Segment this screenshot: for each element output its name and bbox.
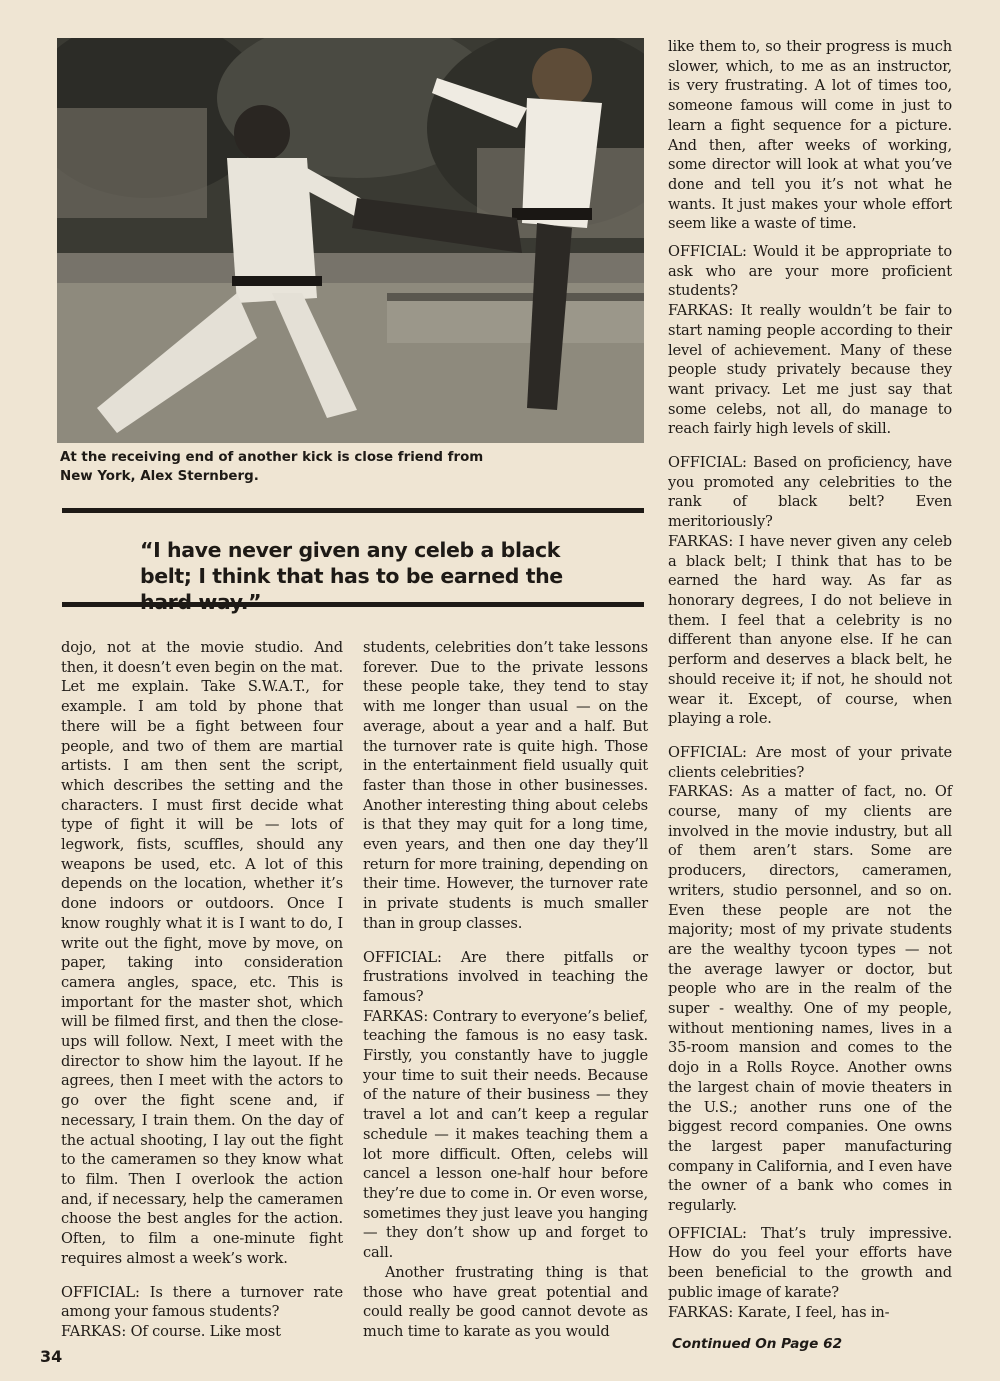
- paragraph: FARKAS: Of course. Like most: [61, 1322, 281, 1340]
- paragraph: dojo, not at the movie studio. And then, it doesn’t even begin on the mat. Let me explain. Take S.W.A.T., for example. I am told by phone that there will be a fight between four people, and two of them are martial artists. I am then sent the script, which describes the setting and the characters. I must first decide what type of fight it will be — lots of legwork, fists, scuffles, should any weapons be used, etc. A lot of this depends on the location, whether it’s done indoors or outdoors. Once I know roughly what it is I want to do, I write out the fight, move by move, on paper, taking into consideration camera angles, space, etc. This is important for the master shot, which will be filmed first, and then the close-ups will follow. Next, I meet with the director to show him the layout. If he agrees, then I meet with the actors to go over the fight scene and, if necessary, I train them. On the day of the actual shooting, I lay out the fight to the cameramen so they know what to film. Then I overlook the action and, if necessary, help the cameramen choose the best angles for the action. Often, to film a one-minute fight requires almost a week’s work.: [61, 639, 343, 1267]
- pull-quote-top-rule: [62, 508, 644, 513]
- paragraph: FARKAS: I have never given any celeb a black belt; I think that has to be earned the hard way. As far as honorary degrees, I do not believe in them. I feel that a celebrity is no different than anyone else. If he can perform and deserves a black belt, he should receive it; if not, he should not wear it. Except, of course, when playing a role.: [668, 532, 952, 728]
- text-column-1: [61, 638, 343, 1342]
- paragraph: OFFICIAL: Are most of your private clients celebrities?: [668, 743, 952, 781]
- photo-illustration: [57, 38, 644, 443]
- text-column-2: [363, 638, 648, 1342]
- paragraph: FARKAS: As a matter of fact, no. Of course, many of my clients are involved in the movie industry, but all of them aren’t stars. Some are producers, directors, cameramen, writers, studio personnel, and so on. Even these people are not the majority; most of my private students are the wealthy tycoon types — not the average lawyer or doctor, but people who are in the realm of the super - wealthy. One of my people, without mentioning names, lives in a 35-room mansion and comes to the dojo in a Rolls Royce. Another owns the largest chain of movie theaters in the U.S.; another runs one of the biggest record companies. One owns the largest paper manufacturing company in California, and I even have the owner of a bank who comes in regularly.: [668, 783, 952, 1215]
- paragraph: students, celebrities don’t take lessons forever. Due to the private lessons these people take, they tend to stay with me longer than usual — on the average, about a year and a half. But the turnover rate is quite high. Those in the entertainment field usually quit faster than those in other businesses. Another interesting thing about celebs is that they may quit for a long time, even years, and then one day they’ll return for more training, depending on their time. However, the turnover rate in private students is much smaller than in group classes.: [363, 639, 648, 932]
- paragraph: FARKAS: It really wouldn’t be fair to start naming people according to their level of achievement. Many of these people study privately because they want privacy. Let me just say that some celebs, not all, do manage to reach fairly high levels of skill.: [668, 302, 952, 438]
- paragraph: Another frustrating thing is that those who have great potential and could really be good cannot devote as much time to karate as you would: [363, 1263, 648, 1340]
- paragraph: like them to, so their progress is much slower, which, to me as an instructor, is very frustrating. A lot of times too, someone famous will come in just to learn a fight sequence for a picture. And then, after weeks of working, some director will look at what you’ve done and tell you it’s not what he wants. It just makes your whole effort seem like a waste of time.: [668, 38, 952, 233]
- paragraph: FARKAS: Contrary to everyone’s belief, teaching the famous is no easy task. Firstly, you constantly have to juggle your time to suit their needs. Because of the nature of their business — they travel a lot and can’t keep a regular schedule — it makes teaching them a lot more difficult. Often, celebs will cancel a lesson one-half hour before they’re due to come in. Or even worse, sometimes they just leave you hanging — they don’t show up and forget to call.: [363, 1007, 648, 1262]
- paragraph: OFFICIAL: Based on proficiency, have you promoted any celebrities to the rank of black belt? Even meritoriously?: [668, 454, 952, 531]
- karate-kick-photo: [57, 38, 644, 443]
- paragraph: OFFICIAL: That’s truly impressive. How do you feel your efforts have been beneficial to the growth and public image of karate?: [668, 1224, 952, 1301]
- page-number: 34: [40, 1347, 63, 1366]
- paragraph: OFFICIAL: Is there a turnover rate among your famous students?: [61, 1283, 343, 1321]
- paragraph: OFFICIAL: Are there pitfalls or frustrations involved in teaching the famous?: [363, 948, 648, 1005]
- pull-quote-bottom-rule: [62, 602, 644, 607]
- paragraph: FARKAS: Karate, I feel, has in-: [668, 1303, 890, 1321]
- continued-notice: Continued On Page 62: [672, 1336, 843, 1352]
- pull-quote: “I have never given any celeb a black belt; I think that has to be earned the: [140, 538, 563, 588]
- photo-caption: At the receiving end of another kick is close friend from New York, Alex Sternberg.: [60, 450, 484, 484]
- text-column-3: [668, 37, 952, 1322]
- paragraph: OFFICIAL: Would it be appropriate to ask who are your more proficient students?: [668, 243, 952, 300]
